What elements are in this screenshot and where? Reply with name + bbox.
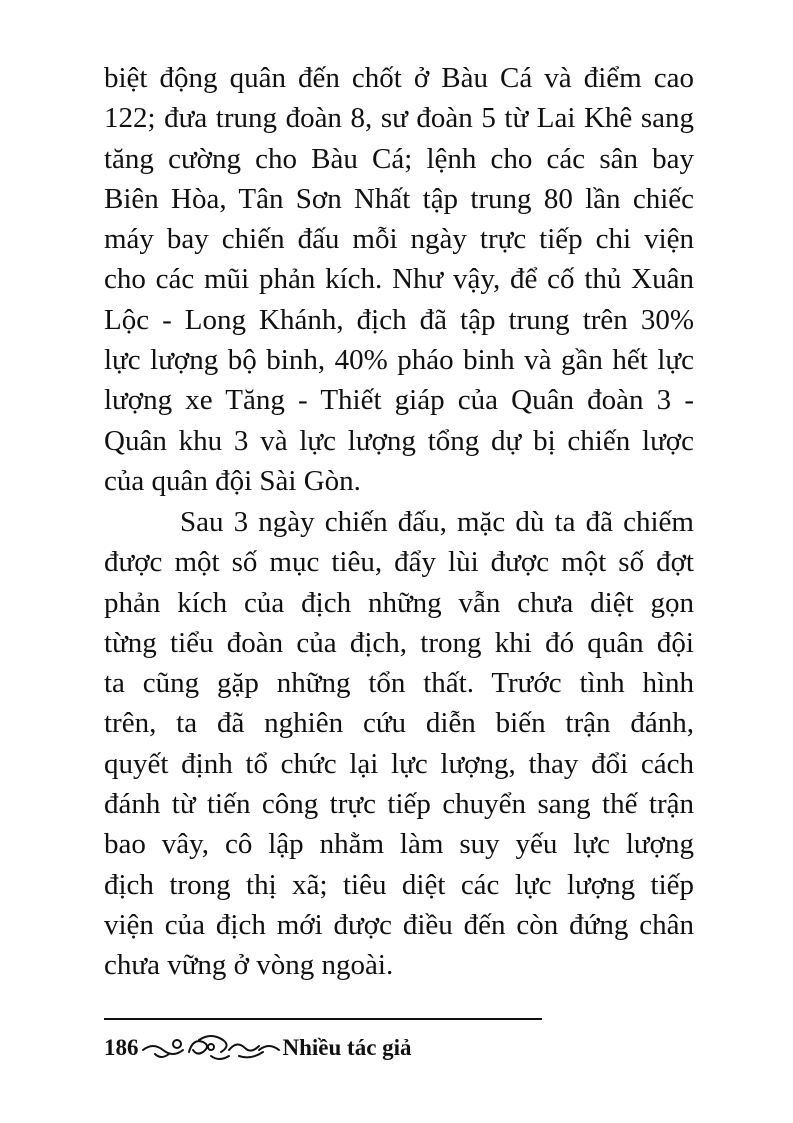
page-number: 186 (104, 1035, 139, 1060)
paragraph-1 (104, 58, 694, 501)
text-line: đánh từ tiến công trực tiếp chuyển sang thế trận (104, 788, 694, 821)
text-line: cho các mũi phản kích. Như vậy, để cố thủ Xuân (104, 263, 694, 296)
book-author: Nhiều tác giả (282, 1035, 412, 1060)
swirl-ornament-icon (141, 1032, 281, 1064)
text-line: lượng xe Tăng - Thiết giáp của Quân đoàn 3 - (104, 384, 694, 417)
text-line: từng tiểu đoàn của địch, trong khi đó quân đội (104, 626, 694, 659)
text-line: biệt động quân đến chốt ở Bàu Cá và điểm cao (104, 62, 694, 94)
text-line: chưa vững ở vòng ngoài. (104, 949, 394, 982)
text-line: Biên Hòa, Tân Sơn Nhất tập trung 80 lần chiếc (104, 182, 694, 215)
text-line: của quân đội Sài Gòn. (104, 464, 361, 497)
text-line: được một số mục tiêu, đẩy lùi được một số đợt (104, 546, 694, 579)
text-line: Quân khu 3 và lực lượng tổng dự bị chiến lược (104, 424, 694, 457)
text-line: máy bay chiến đấu mỗi ngày trực tiếp chi viện (104, 223, 694, 256)
text-line: Sau 3 ngày chiến đấu, mặc dù ta đã chiếm (180, 506, 694, 538)
text-line: Lộc - Long Khánh, địch đã tập trung trên 30% (104, 303, 694, 336)
text-line: tăng cường cho Bàu Cá; lệnh cho các sân bay (104, 142, 694, 175)
text-line: trên, ta đã nghiên cứu diễn biến trận đánh, (104, 707, 694, 740)
text-line: địch trong thị xã; tiêu diệt các lực lượng tiếp (104, 868, 694, 901)
text-line: ta cũng gặp những tổn thất. Trước tình hình (104, 667, 694, 700)
paragraph-2 (104, 502, 694, 986)
text-line: bao vây, cô lập nhằm làm suy yếu lực lượng (104, 828, 694, 861)
text-line: lực lượng bộ binh, 40% pháo binh và gần hết lực (104, 344, 694, 377)
text-line: viện của địch mới được điều đến còn đứng chân (104, 908, 694, 941)
footer-divider (104, 1018, 542, 1020)
text-line: phản kích của địch những vẫn chưa diệt gọn (104, 586, 694, 619)
text-line: quyết định tổ chức lại lực lượng, thay đổi cách (104, 747, 694, 780)
page-footer (104, 1028, 412, 1068)
text-line: 122; đưa trung đoàn 8, sư đoàn 5 từ Lai Khê sang (104, 102, 694, 135)
